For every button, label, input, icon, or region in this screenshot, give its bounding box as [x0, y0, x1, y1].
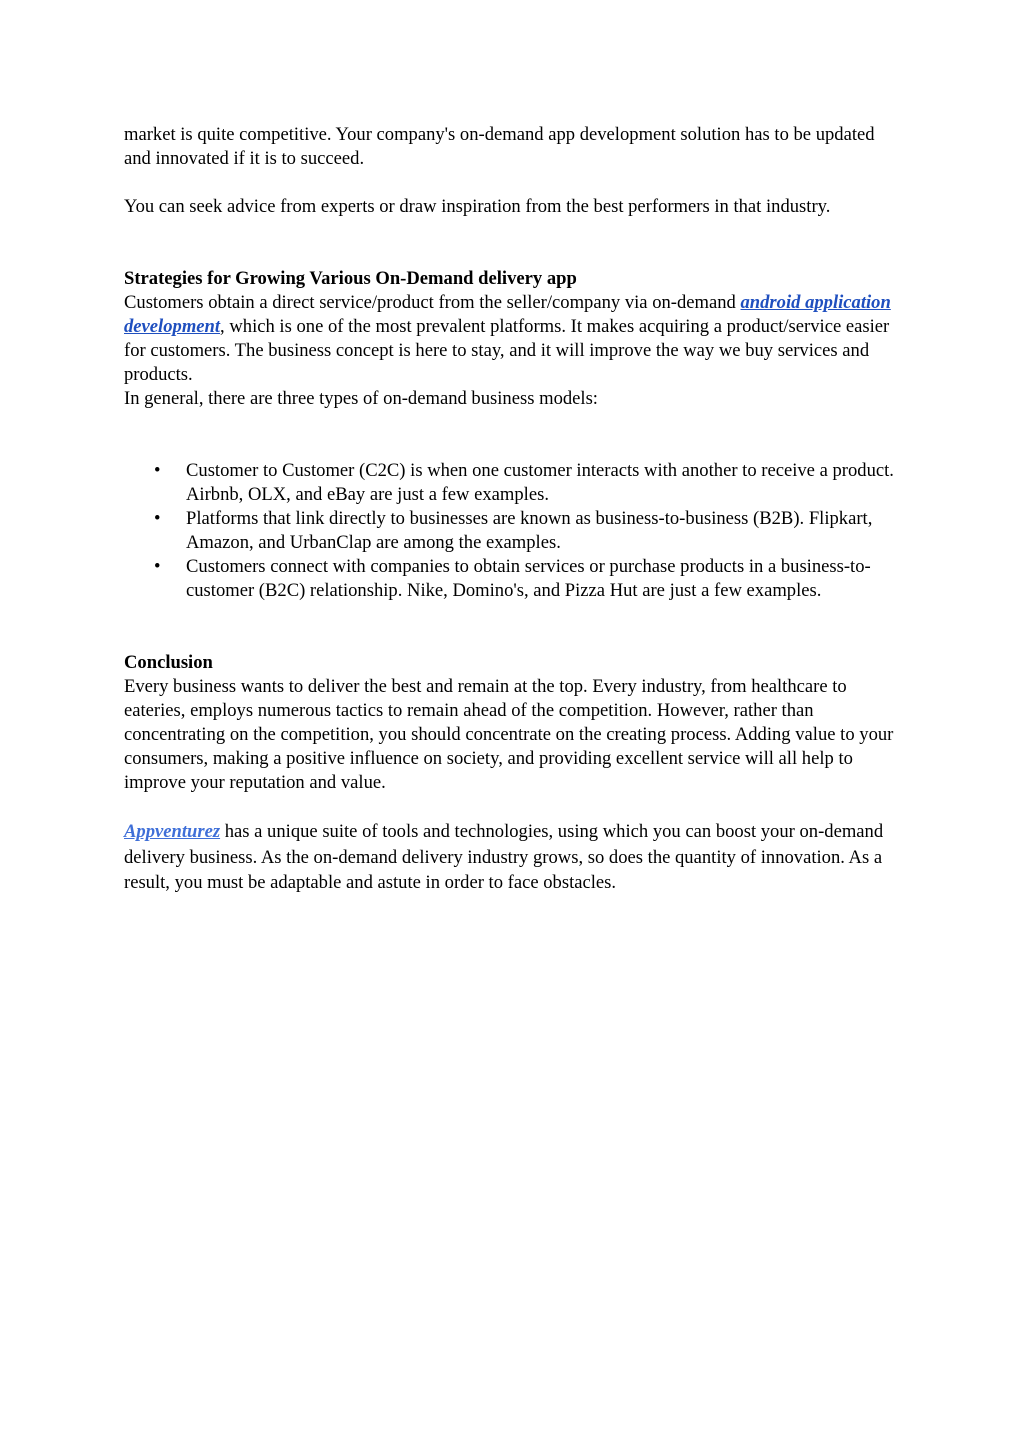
list-item: [124, 555, 904, 603]
android-development-link[interactable]: android application development: [124, 292, 891, 337]
conclusion-heading: Conclusion: [124, 652, 213, 673]
list-item: [124, 459, 904, 507]
advice-paragraph: You can seek advice from experts or draw inspiration from the best performers in that industry.: [124, 196, 831, 217]
spacer: [124, 219, 904, 267]
spacer: [124, 795, 904, 819]
list-item: [124, 507, 904, 555]
closing-paragraph: [124, 819, 904, 896]
bullet-icon: •: [154, 460, 161, 481]
bullet-icon: •: [154, 556, 161, 577]
intro-paragraph: market is quite competitive. Your company's on-demand app development solution has to be updated and innovated if it is to succeed.: [124, 124, 875, 169]
spacer: [124, 603, 904, 651]
business-models-list: [124, 459, 904, 603]
list-item-text: Customers connect with companies to obtain services or purchase products in a business-to-customer (B2C) relationship. Nike, Domino's, and Pizza Hut are just a few examples.: [186, 556, 871, 601]
closing-text: has a unique suite of tools and technologies, using which you can boost your on-demand delivery business. As the on-demand delivery industry grows, so does the quantity of innovation. As a result, you must be adaptable and astute in order to face obstacles.: [124, 821, 884, 893]
spacer: [124, 411, 904, 459]
spacer: [124, 171, 904, 195]
strategies-heading: Strategies for Growing Various On-Demand delivery app: [124, 268, 577, 289]
strategies-paragraph: [124, 291, 904, 387]
strategies-text-after: , which is one of the most prevalent platforms. It makes acquiring a product/service easier for customers. The business concept is here to stay, and it will improve the way we buy services and products.: [124, 316, 890, 385]
strategies-text-before: Customers obtain a direct service/product from the seller/company via on-demand: [124, 292, 741, 313]
conclusion-paragraph: Every business wants to deliver the best and remain at the top. Every industry, from healthcare to eateries, employs numerous tactics to remain ahead of the competition. However, rather than concentrating on the competition, you should concentrate on the creating process. Adding value to your consumers, making a positive influence on society, and providing excellent service will all help to improve your reputation and value.: [124, 676, 894, 793]
list-item-text: Platforms that link directly to businesses are known as business-to-business (B2B). Flipkart, Amazon, and UrbanClap are among the examples.: [186, 508, 873, 553]
bullet-icon: •: [154, 508, 161, 529]
list-item-text: Customer to Customer (C2C) is when one customer interacts with another to receive a product. Airbnb, OLX, and eBay are just a few examples.: [186, 460, 894, 505]
models-intro: In general, there are three types of on-demand business models:: [124, 388, 598, 409]
document-page: [124, 123, 904, 896]
appventurez-link[interactable]: Appventurez: [124, 821, 221, 842]
